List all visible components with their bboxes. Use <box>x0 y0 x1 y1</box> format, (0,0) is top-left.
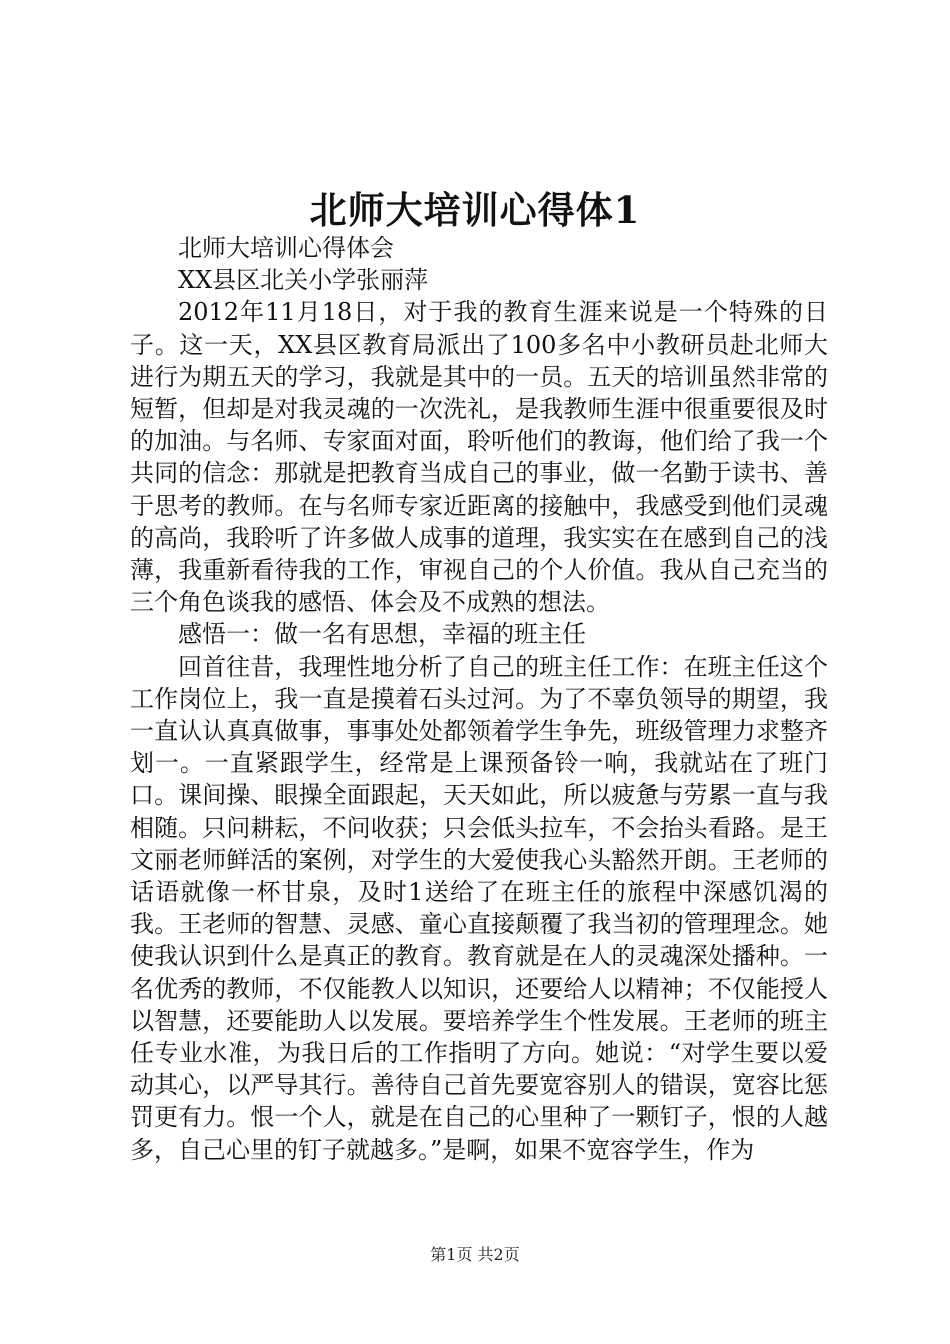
document-title: 北师大培训心得体1 <box>309 188 641 232</box>
subtitle-paragraph: 北师大培训心得体会 <box>178 234 394 262</box>
intro-paragraph: 2012年11月18日，对于我的教育生涯来说是一个特殊的日子。这一天，XX县区教育局派出了100多名中小教研员赴北师大进行为期五天的学习，我就是其中的一员。五天的培训虽然非常的短暂，但却是对我灵魂的一次洗礼，是我教师生涯中很重要很及时的加油。与名师、专家面对面，聆听他们的教诲，他们给了我一个共同的信念：那就是把教育当成自己的事业，做一名勤于读书、善于思考的教师。在与名师专家近距离的接触中，我感受到他们灵魂的高尚，我聆听了许多做人成事的道理，我实实在在感到自己的浅薄，我重新看待我的工作，审视自己的个人价值。我从自己充当的三个角色谈我的感悟、体会及不成熟的想法。 <box>130 298 828 617</box>
section-heading: 感悟一：做一名有思想，幸福的班主任 <box>178 620 586 649</box>
page-footer: 第1页 共2页 <box>430 1245 520 1264</box>
document-body <box>130 232 828 1166</box>
body-paragraph: 回首往昔，我理性地分析了自己的班主任工作：在班主任这个工作岗位上，我一直是摸着石头过河。为了不辜负领导的期望，我一直认认真真做事，事事处处都领着学生争先，班级管理力求整齐划一。一直紧跟学生，经常是上课预备铃一响，我就站在了班门口。课间操、眼操全面跟起，天天如此，所以疲惫与劳累一直与我相随。只问耕耘，不问收获；只会低头拉车，不会抬头看路。是王文丽老师鲜活的案例，对学生的大爱使我心头豁然开朗。王老师的话语就像一杯甘泉，及时1送给了在班主任的旅程中深感饥渴的我。王老师的智慧、灵感、童心直接颠覆了我当初的管理理念。她使我认识到什么是真正的教育。教育就是在人的灵魂深处播种。一名优秀的教师，不仅能教人以知识，还要给人以精神；不仅能授人以智慧，还要能助人以发展。要培养学生个性发展。王老师的班主任专业水准，为我日后的工作指明了方向。她说：“对学生要以爱动其心，以严导其行。善待自己首先要宽容别人的错误，宽容比惩罚更有力。恨一个人，就是在自己的心里种了一颗钉子，恨的人越多，自己心里的钉子就越多。”是啊，如果不宽容学生，作为 <box>130 652 828 1164</box>
author-line: XX县区北关小学张丽萍 <box>178 266 429 295</box>
